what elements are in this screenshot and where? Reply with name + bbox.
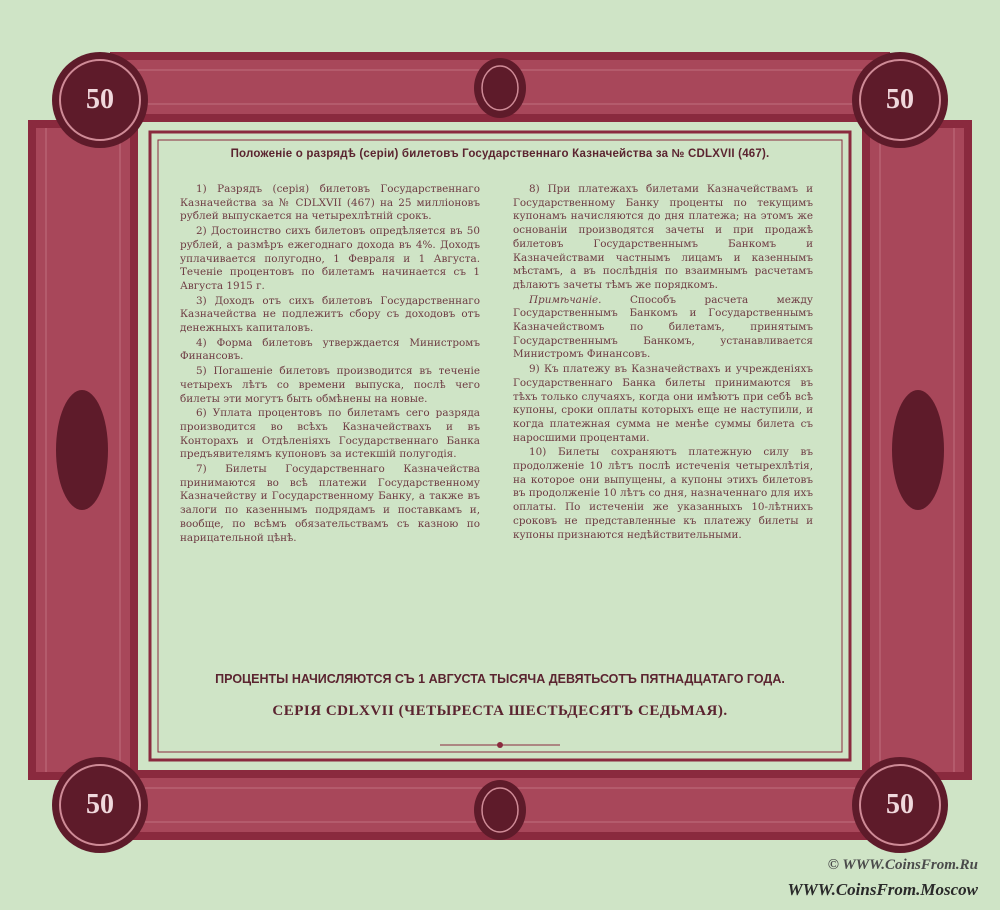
clause-1: 1) Разрядъ (серія) билетовъ Государственнаго Казначейства за № CDLXVII (467) на 25 милліоновъ рублей выпускается на четырехлѣтній срокъ. [180, 183, 480, 223]
interest-line: ПРОЦЕНТЫ НАЧИСЛЯЮТСЯ СЪ 1 АВГУСТА ТЫСЯЧА ДЕВЯТЬСОТЪ ПЯТНАДЦАТАГО ГОДА. [215, 672, 785, 686]
clause-9: 9) Къ платежу въ Казначействахъ и учрежденіяхъ Государственнаго Банка билеты принимаются въ тѣхъ только случаяхъ, когда они имѣютъ при себѣ всѣ купоны, сроки оплаты которыхъ еще не наступили, и когда платежная сумма не менѣе суммы билета съ наросшими процентами. [513, 363, 813, 444]
note-text: Способъ расчета между Государственнымъ Банкомъ и Государственнымъ Казначействомъ по билетамъ, принятымъ Государственнымъ Банкомъ, устанавливается Министромъ Финансовъ. [513, 293, 813, 361]
watermark-moscow: WWW.CoinsFrom.Moscow [787, 880, 978, 899]
clause-8: 8) При платежахъ билетами Казначействамъ и Государственному Банку проценты по текущимъ купонамъ начисляются до дня платежа; на этомъ же основаніи производятся зачеты и при продажѣ билетовъ Государственнымъ Банкомъ и Казначействами частнымъ лицамъ и казеннымъ мѣстамъ, а въ послѣднія по взаимнымъ расчетамъ дѣлаютъ зачеты тѣмъ же порядкомъ. [513, 183, 813, 291]
clause-2: 2) Достоинство сихъ билетовъ опредѣляется въ 50 рублей, а размѣръ ежегоднаго дохода въ 4%. Доходъ уплачивается полугодно, 1 Февраля и 1 Августа. Теченіе процентовъ по билетамъ начинается съ 1 Августа 1915 г. [180, 225, 480, 292]
clause-7: 7) Билеты Государственнаго Казначейства принимаются во всѣ платежи Государственному Казначейству и Государственному Банку, а также въ залоги по казеннымъ подрядамъ и поставкамъ и, вообще, по всѣмъ обязательствамъ съ казною по нарицательной цѣнѣ. [180, 463, 480, 544]
corner-number-top-right: 50 [886, 84, 914, 115]
clause-6: 6) Уплата процентовъ по билетамъ сего разряда производится во всѣхъ Казначействахъ и въ Конторахъ и Отдѣленіяхъ Государственнаго Банка предъявителямъ купоновъ за истекшій полугодія. [180, 407, 480, 461]
clause-4: 4) Форма билетовъ утверждается Министромъ Финансовъ. [180, 336, 480, 363]
series-line: СЕРІЯ CDLXVII (ЧЕТЫРЕСТА ШЕСТЬДЕСЯТЪ СЕДЬМАЯ). [272, 703, 728, 719]
clause-10: 10) Билеты сохраняютъ платежную силу въ продолженіе 10 лѣтъ послѣ истеченія четырехлѣтія, на которое они выпущены, а купоны этихъ билетовъ въ продолженіе 10 лѣтъ со дня, назначеннаго для ихъ оплаты. По истеченіи же указанныхъ 10-лѣтнихъ сроковъ не представленные къ платежу билеты и купоны признаются недѣйствительными. [513, 446, 813, 541]
regulation-title: Положеніе о разрядѣ (серіи) билетовъ Государственнаго Казначейства за № CDLXVII (467). [230, 148, 770, 160]
corner-number-bottom-right: 50 [886, 789, 914, 820]
note-label: Примѣчаніе. [529, 293, 602, 306]
right-column [513, 183, 813, 542]
watermark-ru: © WWW.CoinsFrom.Ru [827, 857, 978, 873]
corner-number-bottom-left: 50 [86, 789, 114, 820]
corner-number-top-left: 50 [86, 84, 114, 115]
clause-3: 3) Доходъ отъ сихъ билетовъ Государственнаго Казначейства не подлежитъ сбору съ доходовъ отъ денежныхъ капиталовъ. [180, 294, 480, 335]
left-column [180, 183, 480, 545]
note [513, 294, 813, 363]
clause-5: 5) Погашеніе билетовъ производится въ теченіе четырехъ лѣтъ со времени выпуска, послѣ чего билеты эти могутъ быть обмѣнены на новые. [180, 365, 480, 405]
